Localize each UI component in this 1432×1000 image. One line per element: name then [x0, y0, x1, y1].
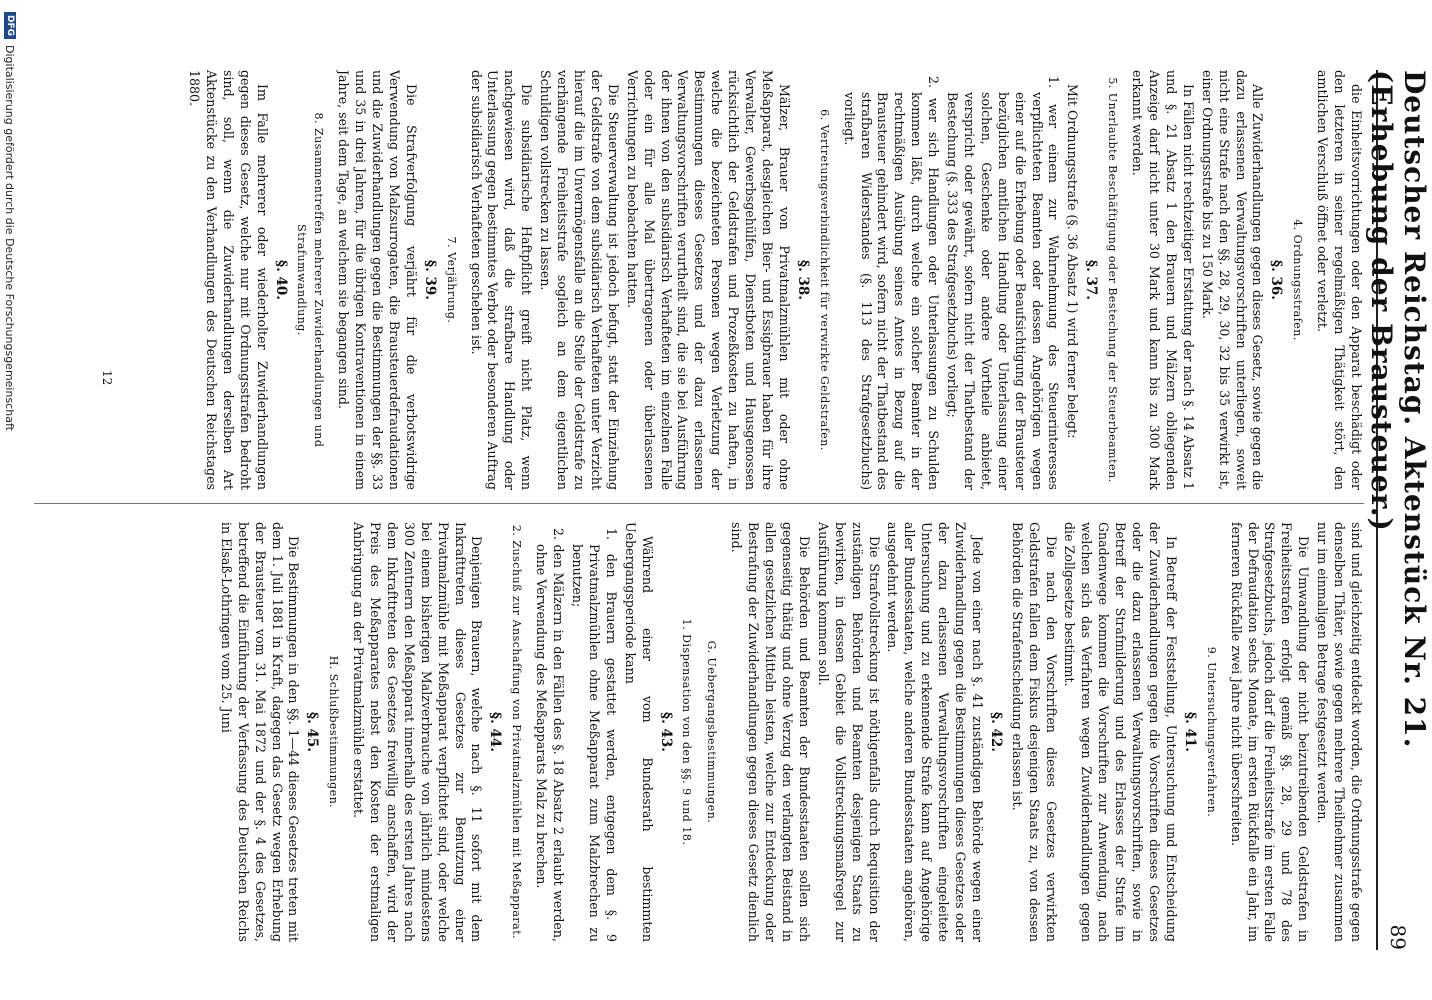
list-item: 1. wer einem zur Wahrnehmung des Steuerinteresses verpflichteten Beamten oder dessen Angehörigen wegen einer auf die Erhebung oder Beaufsichtigung der Brausteuer bezüglichen amtlichen Handlung oder Unterlassung einer solchen, Geschenke oder andere Vortheile anbietet, verspricht oder gewährt, sofern nicht der Thatbestand der Bestechung (§. 333 des Strafgesetzbuchs) vorliegt;: [945, 76, 1062, 490]
paragraph-number: §. 45.: [304, 712, 321, 752]
paragraph-number: §. 36.: [1268, 260, 1285, 300]
text-paragraph: die Einheitsvorrichtungen oder den Apparat beschädigt oder den letzteren in seiner regelmäßigen Thätigkeit stört, den amtlichen Verschluß öffnet oder verletzt.: [1315, 70, 1364, 490]
page-header: [1365, 70, 1431, 950]
text-paragraph: Im Falle mehrerer oder wiederholter Zuwiderhandlungen gegen dieses Gesetz, welche nur mit Ordnungsstrafen bedroht sind, soll, wenn die Zuwiderhandlungen derselben Art Aktenstücke zu den Verhandlungen des Deutschen Reichstages 1880.: [187, 70, 270, 490]
text-paragraph: In Fällen nicht rechtzeitiger Erstattung der nach §. 14 Absatz 1 und §. 21 Absatz 1 den Brauern und Mälzern obliegenden Anzeige darf nicht unter 30 Mark und kann bis zu 300 Mark erkannt werden.: [1130, 70, 1196, 490]
section-heading: 4. Ordnungsstrafen.: [1291, 219, 1305, 341]
section-heading: G. Uebergangsbestimmungen.: [705, 640, 719, 824]
list-item: 1. den Brauern gestattet werden, entgegen dem §. 9 Privatmalzmühlen ohne Meßapparat zum Malzbrechen zu benutzen;: [570, 528, 619, 942]
digitization-credit: [0, 0, 20, 1000]
paragraph-number: §. 37.: [1083, 260, 1100, 300]
header-title: Deutscher Reichstag. Aktenstück Nr. 21. (Erhebung der Brausteuer.): [1365, 70, 1431, 749]
paragraph-number: §. 39.: [421, 260, 438, 300]
text-paragraph: Die nach den Vorschriften dieses Gesetzes verwirkten Geldstrafen fallen dem Fiskus desjenigen Staats zu, von dessen Behörden die Strafentscheidung erlassen ist.: [1009, 522, 1059, 942]
section-heading: 7. Verjährung.: [444, 236, 458, 324]
right-column: [24, 522, 1364, 942]
text-paragraph: Die Strafvollstreckung ist nöthigenfalls durch Requisition der zuständigen Behörden und Beamten desjenigen Staats zu bewirken, in dessen Gebiet die Vollstreckungsmaßregel zur Ausführung kommen soll.: [815, 522, 882, 942]
text-paragraph: Während einer vom Bundesrath bestimmten Uebergangsperiode kann: [622, 522, 655, 942]
list-item: 2. wer sich Handlungen oder Unterlassungen zu Schulden kommen läßt, durch welche ein solcher Beamter in der rechtmäßigen Ausübung seines Amtes in Bezug auf die Brausteuer gehindert wird, sofern nicht der Thatbestand des strafbaren Widerstandes (§. 113 des Strafgesetzbuchs) vorliegt.: [841, 76, 942, 490]
text-paragraph: In Betreff der Feststellung, Untersuchung und Entscheidung der Zuwiderhandlungen gegen die Vorschriften dieses Gesetzes oder die dazu erlassenen Verwaltungsvorschriften, sowie in Betreff der Strafmilderung und des Erlasses der Strafe im Gnadenwege kommen die Vorschriften zur Anwendung, nach welchen sich das Verfahren wegen Zuwiderhandlungen gegen die Zollgesetze bestimmt.: [1062, 522, 1179, 942]
paragraph-number: §. 44.: [487, 712, 504, 752]
section-heading: 8. Zusammentreffen mehrerer Zuwiderhandlungen und Strafumwandlung.: [295, 112, 326, 448]
text-paragraph: Jede von einer nach §. 41 zuständigen Behörde wegen einer Zuwiderhandlung gegen die Bestimmungen dieses Gesetzes oder der dazu erlassenen Verwaltungsvorschriften eingeleitete Untersuchung und zu erkennende Strafe kann auf Angehörige aller Bundesstaaten, welche anderen Bundesstaaten angehören, ausgedehnt werden.: [885, 522, 985, 942]
list-item: 2. den Mälzern in den Fällen des §. 18 Absatz 2 erlaubt werden, ohne Verwendung des Meßapparats Malz zu brechen.: [534, 528, 567, 942]
text-paragraph: Mälzer, Brauer von Privatmalzmühlen mit oder ohne Meßapparat, desgleichen Bier- und Essigbrauer haben für ihre Verwalter, Gewerbsgehülfen, Dienstboten und Hausgenossen rücksichtlich der Geldstrafen und Prozeßkosten zu haften, in welche die bezeichneten Personen wegen Verletzung der Bestimmungen dieses Gesetzes und der dazu erlassenen Verwaltungsvorschriften verurtheilt sind, die sie bei Ausführung der ihnen von den subsidiarisch Verhafteten im einzelnen Falle oder ein für alle Mal übertragenen oder überlassenen Verrichtungen zu beobachten hatten.: [624, 70, 792, 490]
column-divider: [34, 503, 1364, 504]
dfg-logo: DFG: [4, 12, 16, 39]
text-paragraph: Die subsidiarische Haftpflicht greift nicht Platz, wenn nachgewiesen wird, daß die strafbare Handlung oder Unterlassung gegen bestimmtes Verbot oder besonderen Auftrag der subsidiarisch Verhafteten geschehen ist.: [468, 70, 535, 490]
section-heading: 5. Unerlaubte Beschäftigung oder Bestechung der Steuerbeamten.: [1106, 77, 1120, 483]
text-paragraph: Die Steuerverwaltung ist jedoch befugt, statt der Einziehung der Geldstrafe von dem subsidiarisch Verhafteten unter Verzicht hierauf die im Unvermögensfalle an die Stelle der Geldstrafe zu verhängende Freiheitsstrafe sogleich an dem eigentlichen Schuldigen vollstrecken zu lassen.: [538, 70, 621, 490]
section-heading: H. Schlußbestimmungen.: [327, 655, 341, 809]
text-paragraph: Mit Ordnungsstrafe (§. 36 Absatz 1) wird ferner belegt:: [1065, 84, 1081, 439]
paragraph-number: §. 43.: [657, 712, 674, 752]
footer-number: 12: [100, 370, 114, 386]
section-heading: 9. Untersuchungsverfahren.: [1204, 646, 1218, 818]
text-paragraph: Die Bestimmungen in den §§. 1—44 dieses Gesetzes treten mit dem 1. Juli 1881 in Kraft, dagegen das Gesetz wegen Erhebung der Brausteuer vom 31. Mai 1872 und der §. 4 des Gesetzes, betreffend die Einführung der Verfassung des Deutschen Reichs in Elsaß-Lothringen vom 25. Juni: [218, 522, 302, 942]
digitization-credit-text: Digitalisierung gefördert durch die Deutsche Forschungsgemeinschaft: [3, 45, 17, 431]
section-heading: 6. Vertretungsverbindlichkeit für verwirkte Geldstrafen.: [817, 109, 831, 451]
text-paragraph: Die Strafverfolgung verjährt für die verbotswidrige Verwendung von Malzsurrogaten, die Brausteuerdefraudationen und die Zuwiderhandlungen gegen die Bestimmungen der §§. 33 und 35 in drei Jahren, für die übrigen Kontraventionen in einem Jahre, seit dem Tage, an welchem sie begangen sind.: [336, 70, 419, 490]
page-number: 89: [1386, 924, 1410, 950]
paragraph-number: §. 42.: [987, 712, 1004, 752]
paragraph-number: §. 38.: [794, 260, 811, 300]
left-column: [24, 70, 1364, 490]
section-heading: 1. Dispensation von den §§. 9 und 18.: [680, 618, 694, 846]
section-heading: 2. Zuschuß zur Anschaffung von Privatmalzmühlen mit Meßapparat.: [510, 524, 524, 940]
text-paragraph: sind und gleichzeitig entdeckt worden, die Ordnungsstrafe gegen denselben Thäter, sowie gegen mehrere Theilnehmer zusammen nur im einmaligen Betrage festgesetzt werden.: [1315, 522, 1364, 942]
paragraph-number: §. 41.: [1181, 712, 1198, 752]
paragraph-number: §. 40.: [272, 260, 289, 300]
text-paragraph: Die Umwandlung der nicht beizutreibenden Geldstrafen in Freiheitsstrafen erfolgt gemäß §§. 28, 29 und 78 des Strafgesetzbuchs, jedoch darf die Freiheitsstrafe im ersten Falle der Defraudation sechs Monate, im ersten Rückfalle ein Jahr, im ferneren Rückfalle zwei Jahre nicht überschreiten.: [1228, 522, 1312, 942]
text-paragraph: Die Behörden und Beamten der Bundesstaaten sollen sich gegenseitig thätig und ohne Verzug den verlangten Beistand in allen gesetzlichen Mitteln leisten, welche zur Entdeckung oder Bestrafung der Zuwiderhandlungen gegen dieses Gesetz dienlich sind.: [729, 522, 812, 942]
text-paragraph: Alle Zuwiderhandlungen gegen dieses Gesetz, sowie gegen die dazu erlassenen Verwaltungsvorschriften unterliegen, soweit nicht eine Strafe nach den §§. 28, 29, 30, 32 bis 35 verwirkt ist, einer Ordnungsstrafe bis zu 150 Mark.: [1199, 70, 1266, 490]
text-paragraph: Denjenigen Brauern, welche nach §. 11 sofort mit dem Inkrafttreten dieses Gesetzes zur Benutzung einer Privatmalzmühle mit Meßapparat verpflichtet sind, oder welche bei einem bisherigen Malzverbrauche von jährlich mindestens 300 Zentnern den Meßapparat innerhalb des ersten Jahres nach dem Inkrafttreten des Gesetzes freiwillig anschaffen, wird der Preis des Meßapparates nebst den Kosten der erstmaligen Anbringung an der Privatmalzmühle erstattet.: [351, 522, 485, 942]
